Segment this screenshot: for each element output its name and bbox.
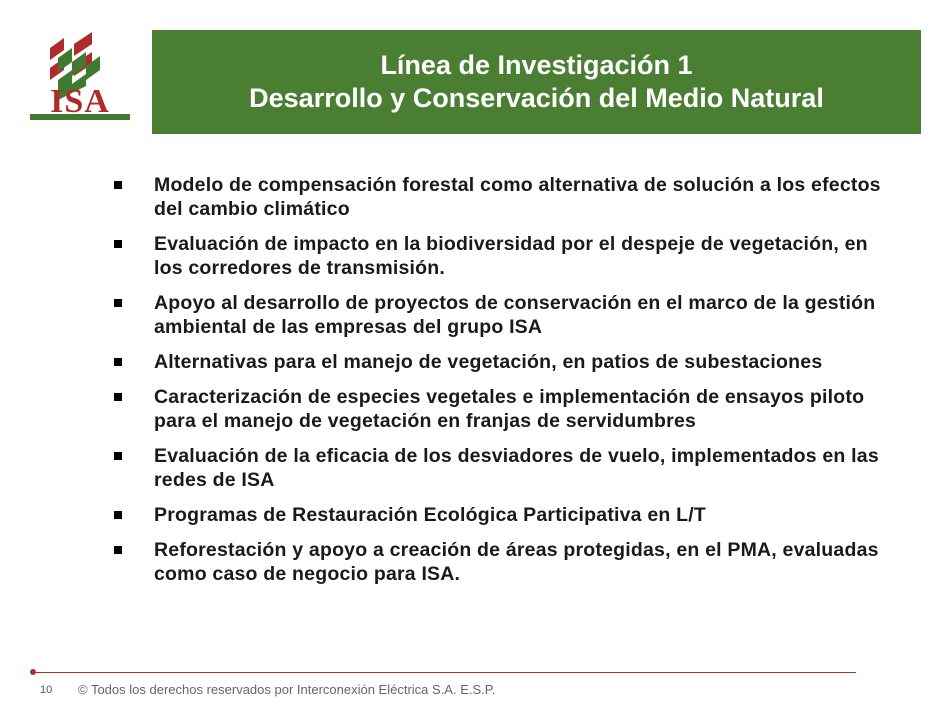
title-line-2: Desarrollo y Conservación del Medio Natural xyxy=(249,83,824,113)
square-bullet-icon xyxy=(114,358,122,366)
list-item xyxy=(108,385,898,433)
square-bullet-icon xyxy=(114,181,122,189)
bullet-text: Caracterización de especies vegetales e implementación de ensayos piloto para el manejo de vegetación en franjas de servidumbres xyxy=(154,386,865,432)
title-banner xyxy=(152,30,921,134)
bullet-text: Evaluación de la eficacia de los desviadores de vuelo, implementados en las redes de ISA xyxy=(154,445,879,491)
square-bullet-icon xyxy=(114,299,122,307)
title-line-1: Línea de Investigación 1 xyxy=(380,50,693,80)
list-item xyxy=(108,173,898,221)
page-number: 10 xyxy=(40,684,53,696)
footer-divider xyxy=(34,672,856,673)
bullet-list xyxy=(108,173,898,597)
isa-logo xyxy=(28,28,132,132)
list-item xyxy=(108,538,898,586)
square-bullet-icon xyxy=(114,511,122,519)
square-bullet-icon xyxy=(114,393,122,401)
bullet-text: Programas de Restauración Ecológica Participativa en L/T xyxy=(154,504,706,526)
bullet-text: Alternativas para el manejo de vegetación, en patios de subestaciones xyxy=(154,351,823,373)
square-bullet-icon xyxy=(114,240,122,248)
list-item xyxy=(108,291,898,339)
list-item xyxy=(108,444,898,492)
list-item xyxy=(108,503,898,527)
list-item xyxy=(108,232,898,280)
bullet-text: Evaluación de impacto en la biodiversidad por el despeje de vegetación, en los corredores de transmisión. xyxy=(154,233,868,279)
bullet-text: Apoyo al desarrollo de proyectos de conservación en el marco de la gestión ambiental de las empresas del grupo ISA xyxy=(154,292,876,338)
svg-text:ISA: ISA xyxy=(50,83,110,120)
copyright-notice: © Todos los derechos reservados por Interconexión Eléctrica S.A. E.S.P. xyxy=(78,682,496,697)
list-item xyxy=(108,350,898,374)
bullet-text: Modelo de compensación forestal como alternativa de solución a los efectos del cambio climático xyxy=(154,174,881,220)
square-bullet-icon xyxy=(114,546,122,554)
square-bullet-icon xyxy=(114,452,122,460)
bullet-text: Reforestación y apoyo a creación de áreas protegidas, en el PMA, evaluadas como caso de negocio para ISA. xyxy=(154,539,879,585)
